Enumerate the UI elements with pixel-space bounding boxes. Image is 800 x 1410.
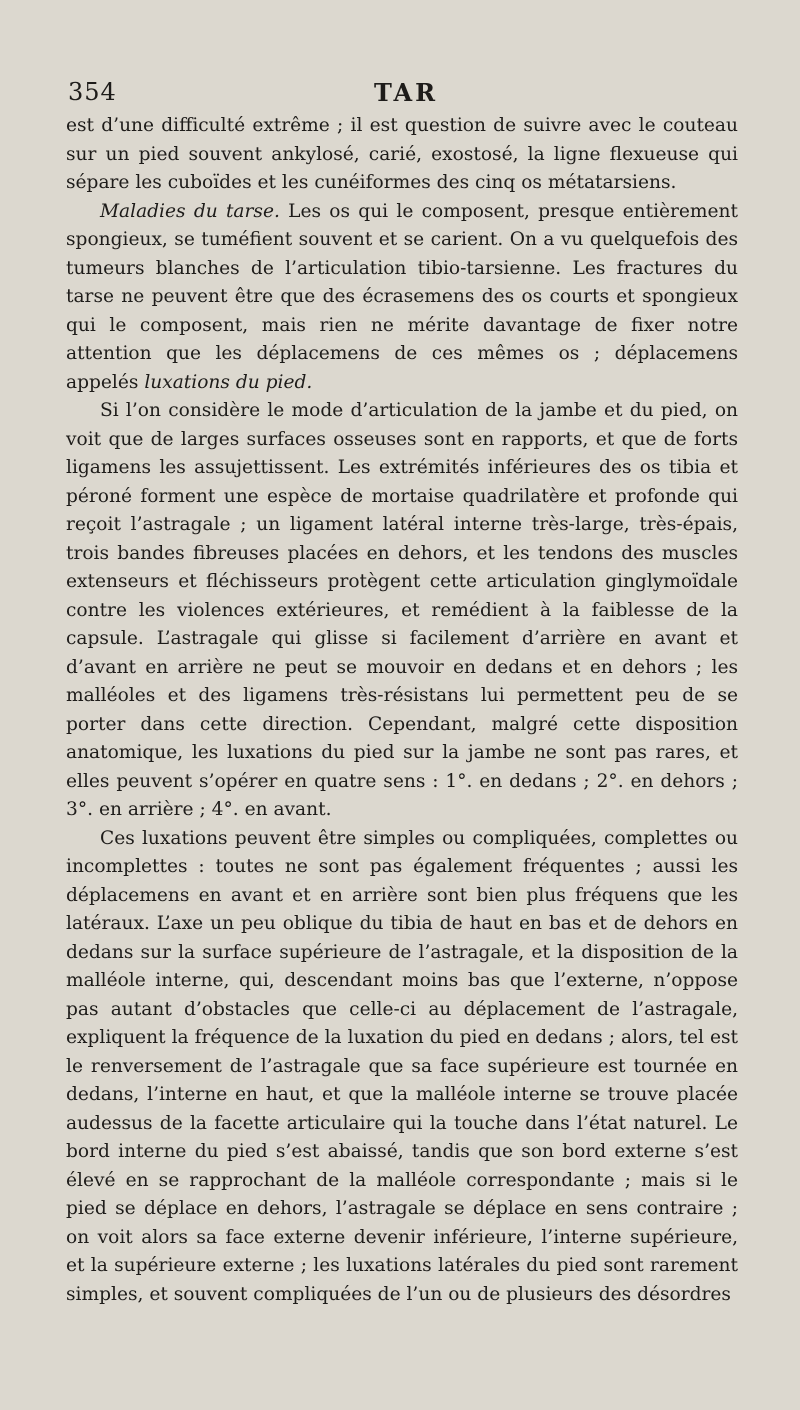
paragraph-text: est d’une difficulté extrême ; il est question de suivre avec le couteau sur un pied souvent ankylosé, carié, exostosé, la ligne flexueuse qui sépare les cuboïdes et les cunéiformes des cinq os métatarsiens. (66, 115, 738, 193)
paragraph-articulation (66, 397, 738, 825)
paragraph-continuation (66, 112, 738, 198)
running-head: TAR (374, 78, 439, 107)
body-text (66, 112, 738, 1309)
paragraph-text: Ces luxations peuvent être simples ou compliquées, complettes ou incomplettes : toutes ne sont pas également fréquentes ; aussi les déplacemens en avant et en arrière sont bien plus fréquens que les latéraux. L’axe un peu oblique du tibia de haut en bas et de dehors en dedans sur la surface supérieure de l’astragale, et la disposition de la malléole interne, qui, descendant moins bas que l’externe, n’oppose pas autant d’obstacles que celle-ci au déplacement de l’astragale, expliquent la fréquence de la luxation du pied en dedans ; alors, tel est le renversement de l’astragale que sa face supérieure est tournée en dedans, l’interne en haut, et que la malléole interne se trouve placée audessus de la facette articulaire qui la touche dans l’état naturel. Le bord interne du pied s’est abaissé, tandis que son bord externe s’est élevé en se rapprochant de la malléole correspondante ; mais si le pied se déplace en dehors, l’astragale se déplace en sens contraire ; on voit alors sa face externe devenir inférieure, l’interne supérieure, et la supérieure externe ; les luxations latérales du pied sont rarement simples, et souvent compliquées de l’un ou de plusieurs des désordres (66, 827, 738, 1305)
paragraph-maladies-du-tarse (66, 198, 738, 398)
page-header (64, 76, 744, 110)
paragraph-text: Les os qui le composent, presque entièrement spongieux, se tuméfient souvent et se carient. On a vu quelquefois des tumeurs blanches de l’articulation tibio-tarsienne. Les fractures du tarse ne peuvent être que des écrasemens des os courts et spongieux qui le composent, mais rien ne mérite davantage de fixer notre attention que les déplacemens de ces mêmes os ; déplacemens appelés (66, 200, 738, 393)
section-lead-italic: Maladies du tarse. (100, 200, 280, 222)
italic-term: luxations du pied. (144, 371, 313, 393)
paragraph-text: Si l’on considère le mode d’articulation de la jambe et du pied, on voit que de larges surfaces osseuses sont en rapports, et que de forts ligamens les assujettissent. Les extrémités inférieures des os tibia et péroné forment une espèce de mortaise quadrilatère et profonde qui reçoit l’astragale ; un ligament latéral interne très-large, très-épais, trois bandes fibreuses placées en dehors, et les tendons des muscles extenseurs et fléchisseurs protègent cette articulation ginglymoïdale contre les violences extérieures, et remédient à la faiblesse de la capsule. L’astragale qui glisse si facilement d’arrière en avant et d’avant en arrière ne peut se mouvoir en dedans et en dehors ; les malléoles et des ligamens très-résistans lui permettent peu de se porter dans cette direction. Cependant, malgré cette disposition anatomique, les luxations du pied sur la jambe ne sont pas rares, et elles peuvent s’opérer en quatre sens : 1°. en dedans ; 2°. en dehors ; 3°. en arrière ; 4°. en avant. (66, 400, 738, 820)
paragraph-luxations (66, 825, 738, 1310)
page-number: 354 (68, 78, 117, 106)
